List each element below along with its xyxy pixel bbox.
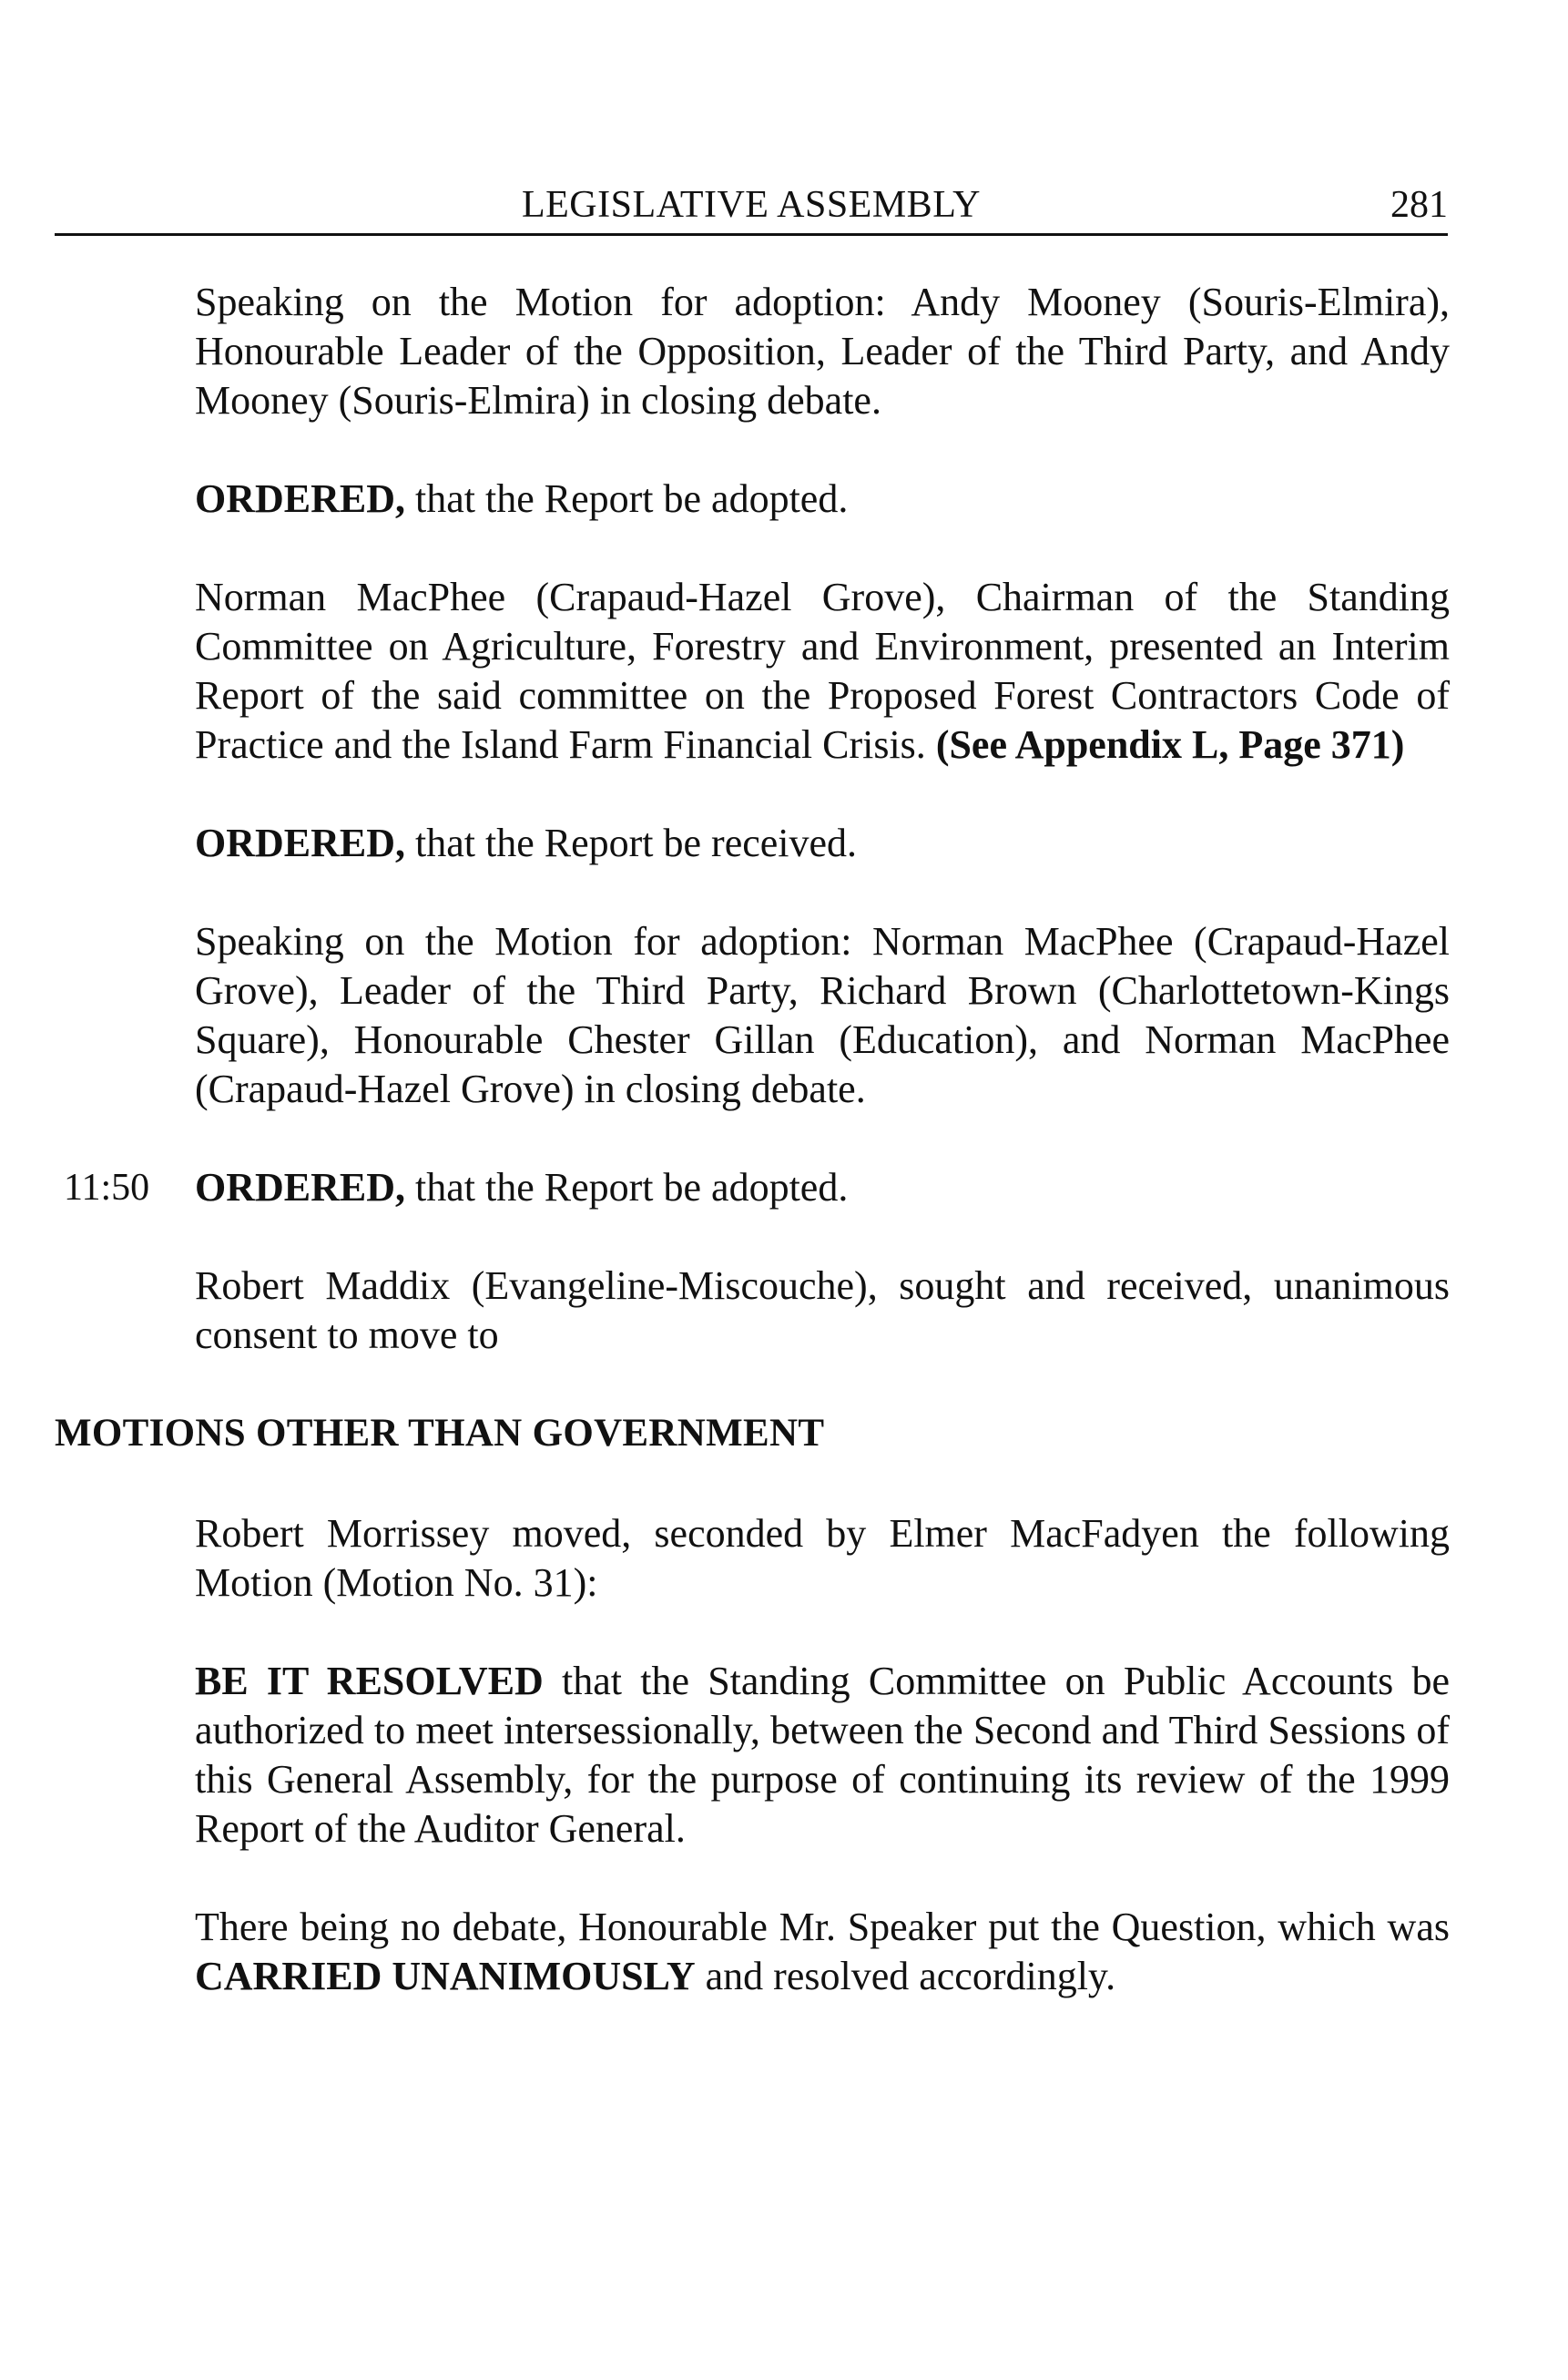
ordered-label: ORDERED,	[195, 476, 406, 521]
paragraph-ordered-received	[195, 819, 1450, 868]
paragraph-motion-moved	[195, 1509, 1450, 1608]
paragraph-speaking-adoption-mooney	[195, 278, 1450, 425]
paragraph-text: Norman MacPhee (Crapaud-Hazel Grove), Chairman of the Standing Committee on Agriculture, Forestry and Environment, presented an Interim Report of the said committee on the Proposed Forest Contractors Code of Practice and the Island Farm Financial Crisis.	[195, 575, 1450, 767]
appendix-reference: (See Appendix L, Page 371)	[935, 722, 1405, 767]
resolved-label: BE IT RESOLVED	[195, 1659, 544, 1703]
timestamp: 11:50	[64, 1167, 150, 1209]
ordered-label: ORDERED,	[195, 1165, 406, 1210]
running-title: LEGISLATIVE ASSEMBLY	[522, 184, 981, 226]
paragraph-text: There being no debate, Honourable Mr. Speaker put the Question, which was	[195, 1905, 1450, 1949]
paragraph-text: Speaking on the Motion for adoption: Norman MacPhee (Crapaud-Hazel Grove), Leader of the Third Party, Richard Brown (Charlottetown-Kings Square), Honourable Chester Gillan (Education), and Norman MacPhee (Crapaud-Hazel Grove) in closing debate.	[195, 919, 1450, 1111]
page-header	[55, 182, 1448, 236]
paragraph-text: Robert Maddix (Evangeline-Miscouche), sought and received, unanimous consent to move to	[195, 1263, 1450, 1357]
ordered-text: that the Report be adopted.	[405, 476, 849, 521]
resolution-text: that the Standing Committee on Public Accounts be authorized to meet intersessionally, between the Second and Third Sessions of this General Assembly, for the purpose of continuing its review of the 1999 Report of the Auditor General.	[195, 1659, 1450, 1851]
paragraph-unanimous-consent	[195, 1262, 1450, 1360]
paragraph-text: and resolved accordingly.	[695, 1954, 1116, 1998]
paragraph-text: Speaking on the Motion for adoption: Andy Mooney (Souris-Elmira), Honourable Leader of the Opposition, Leader of the Third Party, and Andy Mooney (Souris-Elmira) in closing debate.	[195, 280, 1450, 423]
paragraph-carried	[195, 1903, 1450, 2001]
ordered-text: that the Report be received.	[405, 821, 858, 865]
paragraph-text: Robert Morrissey moved, seconded by Elmer MacFadyen the following Motion (Motion No. 31):	[195, 1511, 1450, 1605]
section-heading: MOTIONS OTHER THAN GOVERNMENT	[55, 1412, 825, 1455]
paragraph-speaking-adoption-macphee	[195, 917, 1450, 1114]
paragraph-resolution	[195, 1657, 1450, 1854]
paragraph-interim-report	[195, 573, 1450, 770]
paragraph-ordered-adopted-timed	[64, 1163, 1450, 1212]
ordered-text: that the Report be adopted.	[405, 1165, 849, 1210]
page-body	[55, 278, 1450, 2050]
page-number: 281	[1390, 184, 1448, 226]
carried-label: CARRIED UNANIMOUSLY	[195, 1954, 696, 1998]
paragraph-ordered-adopted	[195, 475, 1450, 524]
ordered-label: ORDERED,	[195, 821, 406, 865]
